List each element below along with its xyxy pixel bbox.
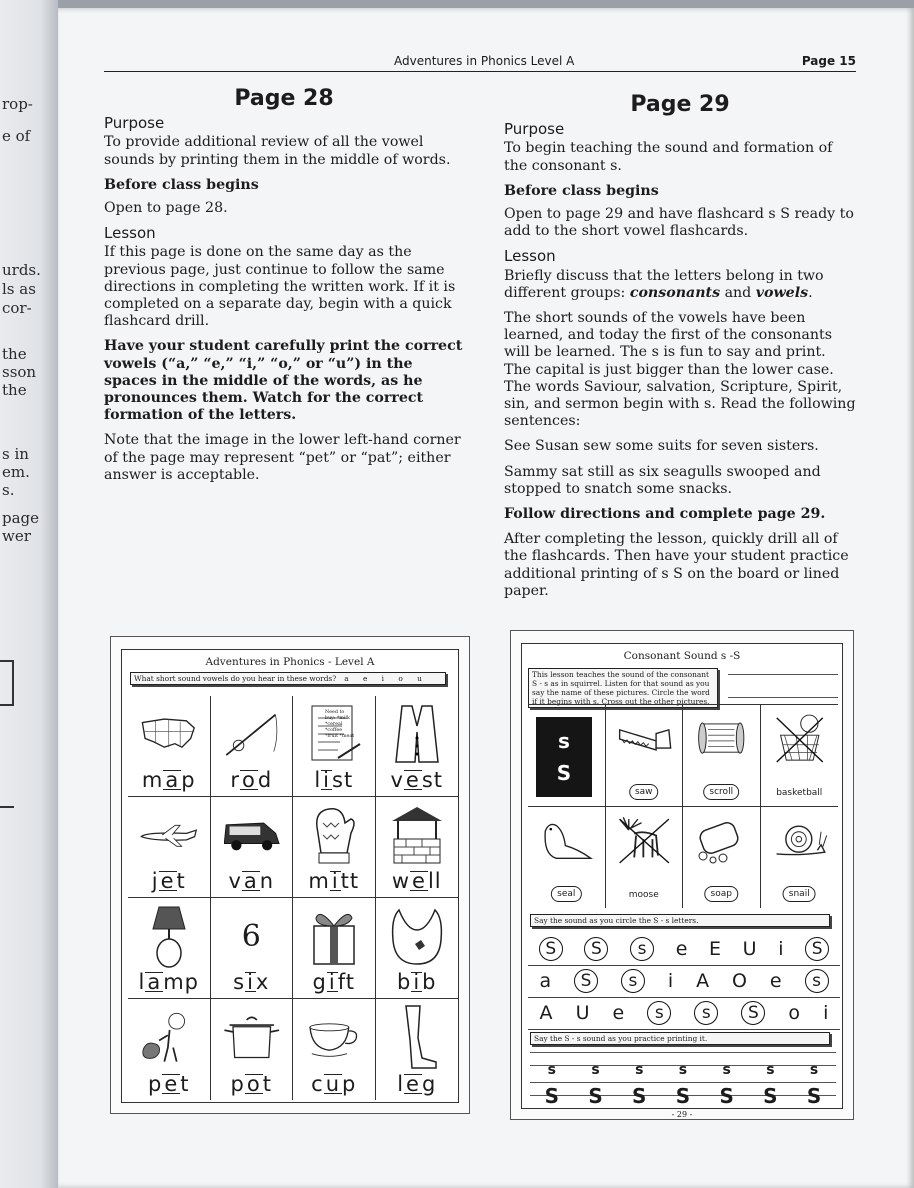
worksheet-instruction: This lesson teaches the sound of the consonant S - s as in squirrel. Listen for that sound as you say the name of these pictures. Circle the word if it begins with s. Cross out the other pictures. (528, 668, 718, 708)
circled-letter: s (805, 969, 829, 993)
word-cell-list (293, 696, 376, 797)
circled-letter: s (630, 937, 654, 961)
circle-letter-row (528, 996, 840, 1030)
written-vowel: e (164, 1072, 179, 1096)
practice-letter: S (675, 1084, 691, 1108)
left-page-text-fragment: cor- (2, 299, 32, 317)
vowel-word: van (228, 869, 275, 893)
word-cell-well (376, 797, 459, 898)
sample-sentence: Sammy sat still as six seagulls swooped and stopped to snatch some snacks. (504, 463, 821, 497)
vowel-word: map (141, 768, 196, 792)
vowel-word: jet (151, 869, 186, 893)
picture-label: moose (624, 888, 664, 902)
s-letter-tile: s S (536, 717, 592, 797)
lesson-paragraph-bold: Follow directions and complete page 29. (504, 506, 826, 523)
left-column (104, 86, 464, 492)
bib-icon (386, 904, 449, 968)
written-vowel: e (405, 768, 420, 792)
word-cell-mitt (293, 797, 376, 898)
word-cell-rod (211, 696, 294, 797)
purpose-text: To begin teaching the sound and formation of the consonant s. (504, 140, 833, 174)
picture-cell-moose (606, 807, 684, 909)
lesson-paragraph-bold: Have your student carefully print the correct vowels (“a,” “e,” “i,” “o,” or “u”) in the spaces in the middle of the words, as he pronounces them. Watch for the correct formation of the letters. (104, 338, 463, 424)
word-cell-van (211, 797, 294, 898)
left-page-text-fragment: the (2, 381, 27, 399)
practice-letter: s (591, 1062, 600, 1078)
written-vowel: i (331, 869, 339, 893)
vowel-list: a e i o u (344, 674, 428, 683)
picture-cell-soap (683, 807, 761, 909)
worksheet-page-footer: - 29 - (671, 1110, 693, 1119)
pot-icon (221, 1005, 283, 1069)
picture-cell-basketball (761, 705, 839, 807)
practice-letter: s (547, 1062, 557, 1078)
left-page-text-fragment: urds. (2, 261, 41, 279)
letter: i (667, 969, 674, 992)
practice-letter: S (544, 1084, 560, 1108)
letter: e (769, 969, 782, 992)
lamp-icon (138, 904, 200, 968)
snail-icon (771, 811, 829, 871)
worksheet-page-28 (110, 636, 470, 1114)
print-row-uppercase (530, 1082, 836, 1108)
vowel-word: mitt (308, 869, 360, 893)
section-heading: Page 29 (630, 92, 730, 117)
print-instruction: Say the S - s sound as you practice printing it. (530, 1032, 830, 1045)
word-cell-jet (128, 797, 211, 898)
practice-letter: S (806, 1084, 822, 1108)
scroll-icon (693, 709, 750, 769)
practice-letter: s (722, 1062, 731, 1078)
map-icon (138, 702, 200, 766)
practice-letter: S (588, 1084, 603, 1108)
letter: a (539, 969, 552, 992)
written-vowel: e (160, 869, 175, 893)
soap-icon (693, 811, 750, 871)
picture-cell-seal (528, 807, 606, 909)
lesson-paragraph: The short sounds of the vowels have been learned, and today the first of the consonants will be learned. The s is fun to say and print. The capital is just bigger than the lower case. The words Saviour, salvation, Scripture, Spirit, sin, and sermon begin with s. Read the following sentences: (504, 310, 856, 430)
circle-letter-row (528, 964, 840, 998)
written-vowel: a (147, 970, 162, 994)
before-class-text: Open to page 28. (104, 200, 228, 217)
picture-cell-saw (606, 705, 684, 807)
vest-icon (386, 702, 449, 766)
letter: e (612, 1001, 625, 1024)
vowel-word: vest (390, 768, 444, 792)
circled-letter: s (647, 1001, 671, 1025)
well-icon (386, 803, 449, 867)
picture-label: soap (705, 886, 738, 902)
picture-cell-snail (761, 807, 839, 909)
word-cell-pot (211, 999, 294, 1100)
lesson-paragraph: If this page is done on the same day as the previous page, just continue to follow the same directions in completing the written work. If it is completed on a separate day, begin with a quick flashcard drill. (104, 244, 456, 330)
van-icon (221, 803, 283, 867)
vowel-word: well (391, 869, 442, 893)
letter: o (788, 1001, 801, 1024)
shopping-list-text: Need to buy: *milk *cereal *coffee *fruit *meat (325, 710, 355, 739)
worksheet-frame (521, 643, 843, 1119)
written-vowel: a (165, 768, 180, 792)
practice-letter: s (809, 1062, 819, 1078)
right-column (504, 92, 856, 608)
purpose-heading: Purpose (104, 114, 165, 133)
name-lines (728, 674, 838, 698)
practice-letter: s (678, 1062, 688, 1078)
cup-icon (303, 1005, 365, 1069)
running-title: Adventures in Phonics Level A (394, 54, 575, 68)
gift-icon (303, 904, 365, 968)
word-cell-six (211, 898, 294, 999)
letter: U (575, 1001, 590, 1024)
left-page-box-edge (0, 660, 14, 706)
written-vowel: i (413, 970, 421, 994)
saw-icon (616, 709, 673, 769)
circled-letter: S (805, 937, 829, 961)
written-vowel: o (246, 1072, 261, 1096)
before-class-heading: Before class begins (504, 182, 659, 199)
circled-letter: S (741, 1001, 765, 1025)
seal-icon (538, 811, 595, 871)
letter: A (696, 969, 710, 992)
vowel-word: pet (148, 1072, 190, 1096)
word-cell-gift (293, 898, 376, 999)
lesson-paragraph: After completing the lesson, quickly drill all of the flashcards. Then have your student practice additional printing of s S on the board or lined paper. (504, 531, 849, 599)
letter: E (709, 937, 722, 960)
letter: O (732, 969, 747, 992)
picture-word-grid (128, 696, 458, 1100)
left-page-text-fragment: the (2, 345, 27, 363)
letter: e (675, 937, 688, 960)
circled-letter: S (574, 969, 598, 993)
book-page (58, 8, 914, 1188)
left-page-text-fragment: s. (2, 481, 15, 499)
practice-letter: s (635, 1062, 644, 1078)
word-cell-map (128, 696, 211, 797)
circled-letter: S (539, 937, 563, 961)
word-cell-lamp (128, 898, 211, 999)
picture-label: basketball (771, 786, 827, 800)
before-class-text: Open to page 29 and have flashcard s S ready to add to the short vowel flashcards. (504, 206, 854, 240)
worksheet-page-29 (510, 630, 854, 1120)
left-page-text-fragment: sson (2, 363, 37, 381)
written-vowel: i (323, 768, 330, 792)
page-number: Page 15 (801, 54, 856, 68)
circled-letter: s (621, 969, 645, 993)
word-cell-bib (376, 898, 459, 999)
vowel-word: lamp (138, 970, 199, 994)
word-cell-cup (293, 999, 376, 1100)
vowel-word: pot (230, 1072, 272, 1096)
emphasis: vowels (755, 284, 809, 301)
left-page-box-edge (0, 806, 14, 808)
s-letter-tile-cell (528, 705, 606, 807)
six-icon: 6 (241, 918, 261, 954)
left-page-text-fragment: rop- (2, 95, 33, 113)
worksheet-title: Consonant Sound s -S (623, 650, 741, 662)
moose-icon (616, 811, 673, 871)
vowel-word: bib (396, 970, 437, 994)
section-heading: Page 28 (234, 86, 334, 111)
sample-sentence: See Susan sew some suits for seven sisters. (504, 438, 819, 455)
leg-icon (386, 1005, 449, 1069)
lesson-heading: Lesson (504, 247, 556, 266)
practice-letter: S (632, 1084, 647, 1108)
practice-letter: S (719, 1084, 734, 1108)
worksheet-title: Adventures in Phonics - Level A (205, 656, 375, 668)
circle-instruction: Say the sound as you circle the S - s letters. (530, 914, 830, 927)
purpose-heading: Purpose (504, 120, 565, 139)
vowel-word: leg (397, 1072, 437, 1096)
left-page-text-fragment: s in (2, 445, 29, 463)
letter: U (742, 937, 757, 960)
picture-label: seal (551, 886, 581, 902)
written-vowel: e (412, 869, 426, 893)
purpose-text: To provide additional review of all the vowel sounds by printing them in the middle of words. (104, 134, 451, 168)
word-cell-vest (376, 696, 459, 797)
basketball-icon (771, 709, 829, 769)
practice-letter: S (763, 1084, 778, 1108)
emphasis: consonants (629, 284, 721, 301)
written-vowel: e (406, 1072, 420, 1096)
jet-icon (138, 803, 200, 867)
left-page-text-fragment: e of (2, 127, 31, 145)
letter: i (778, 937, 784, 960)
lesson-paragraph: Note that the image in the lower left-hand corner of the page may represent “pet” or “pat”; either answer is acceptable. (104, 432, 461, 483)
vowel-word: gift (312, 970, 355, 994)
picture-label: scroll (703, 784, 739, 800)
picture-cell-scroll (683, 705, 761, 807)
written-vowel: o (241, 768, 256, 792)
vowel-word: rod (230, 768, 273, 792)
circled-letter: S (584, 937, 608, 961)
mitt-icon (303, 803, 365, 867)
worksheet-instruction: What short sound vowels do you hear in these words? a e i o u (130, 672, 446, 685)
word-cell-pet (128, 999, 211, 1100)
left-page-text-fragment: em. (2, 463, 30, 481)
letter: A (539, 1001, 553, 1024)
list-icon (303, 702, 365, 766)
written-vowel: i (328, 970, 336, 994)
running-header (104, 52, 856, 72)
vowel-word: list (314, 768, 354, 792)
left-page-text-fragment: page (2, 509, 40, 527)
picture-label: snail (783, 886, 816, 902)
print-row-lowercase (530, 1052, 836, 1078)
written-vowel: a (243, 869, 258, 893)
written-vowel: u (325, 1072, 340, 1096)
picture-label: saw (629, 784, 659, 800)
rod-icon (221, 702, 283, 766)
left-facing-page (0, 0, 58, 1188)
before-class-heading: Before class begins (104, 176, 259, 193)
worksheet-frame (121, 649, 459, 1103)
circled-letter: s (694, 1001, 718, 1025)
circle-letter-row (528, 932, 840, 966)
word-cell-leg (376, 999, 459, 1100)
letter: i (823, 1001, 829, 1024)
practice-letter: s (766, 1062, 775, 1078)
left-page-text-fragment: ls as (2, 280, 36, 298)
written-vowel: i (247, 970, 254, 994)
pet-icon (138, 1005, 200, 1069)
lesson-heading: Lesson (104, 224, 156, 243)
picture-grid (528, 704, 838, 908)
lesson-paragraph: Briefly discuss that the letters belong in two different groups: consonants and vowels. (504, 267, 824, 301)
vowel-word: six (233, 970, 270, 994)
left-page-text-fragment: wer (2, 527, 31, 545)
vowel-word: cup (311, 1072, 357, 1096)
